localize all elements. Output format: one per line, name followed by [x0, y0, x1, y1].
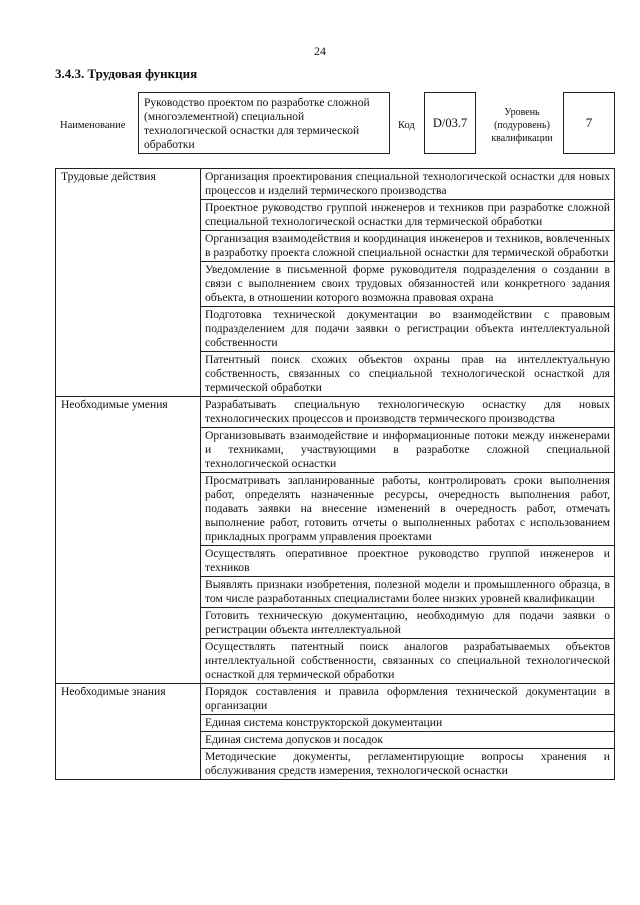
item-cell: Порядок составления и правила оформления технической документации в организации — [201, 684, 615, 715]
qualification-level-box: 7 — [563, 92, 615, 154]
page-bottom-edge — [0, 900, 640, 905]
item-cell: Просматривать запланированные работы, контролировать сроки выполнения работ, определять назначенные ресурсы, очередность выполнения работ, подавать заявки на внесение изменений в очередность работ, отмечать выполнение работ, готовить отчеты о выполненных работах с использованием прикладных программ управления проектами — [201, 473, 615, 546]
item-cell: Организация взаимодействия и координация инженеров и техников, вовлеченных в разработку проекта сложной специальной оснастки для термической обработки — [201, 231, 615, 262]
code-label: Код — [398, 120, 415, 131]
item-cell: Подготовка технической документации во взаимодействии с правовым подразделением для подачи заявки о регистрации объекта интеллектуальной собственности — [201, 307, 615, 352]
item-cell: Патентный поиск схожих объектов охраны прав на интеллектуальную собственность, связанных со специальной технологической оснасткой для термической обработки — [201, 352, 615, 397]
function-table — [55, 168, 615, 780]
item-cell: Проектное руководство группой инженеров и техников при разработке сложной специальной технологической оснастки для термической обработки — [201, 200, 615, 231]
item-cell: Разрабатывать специальную технологическую оснастку для новых технологических процессов и производств термического производства — [201, 397, 615, 428]
table-row — [56, 397, 615, 428]
item-cell: Выявлять признаки изобретения, полезной модели и промышленного образца, в том числе разработанных специалистами более низких уровней квалификации — [201, 577, 615, 608]
category-cell: Трудовые действия — [56, 169, 201, 397]
name-label: Наименование — [60, 120, 126, 131]
category-cell: Необходимые умения — [56, 397, 201, 684]
table-row — [56, 169, 615, 200]
table-row — [56, 684, 615, 715]
section-title: 3.4.3. Трудовая функция — [55, 66, 198, 81]
item-cell: Организация проектирования специальной технологической оснастки для новых процессов и изделий термического производства — [201, 169, 615, 200]
item-cell: Единая система конструкторской документации — [201, 715, 615, 732]
item-cell: Готовить техническую документацию, необходимую для подачи заявки о регистрации объекта интеллектуальной — [201, 608, 615, 639]
item-cell: Осуществлять патентный поиск аналогов разрабатываемых объектов интеллектуальной собственности, связанных со специальной технологической оснасткой для термической обработки — [201, 639, 615, 684]
function-name-box: Руководство проектом по разработке сложной (многоэлементной) специальной технологической оснастки для термической обработки — [138, 92, 390, 154]
category-cell: Необходимые знания — [56, 684, 201, 780]
item-cell: Единая система допусков и посадок — [201, 732, 615, 749]
qualification-level-label: Уровень (подуровень) квалификации — [491, 107, 553, 144]
item-cell: Уведомление в письменной форме руководителя подразделения о создании в связи с выполнением своих трудовых обязанностей или конкретного задания объекта, в отношении которого возможна правовая охрана — [201, 262, 615, 307]
item-cell: Методические документы, регламентирующие вопросы хранения и обслуживания средств измерения, технологической оснастки — [201, 749, 615, 780]
page-number: 24 — [314, 44, 326, 58]
item-cell: Организовывать взаимодействие и информационные потоки между инженерами и техниками, участвующими в разработке сложной специальной технологической оснастки — [201, 428, 615, 473]
code-box: D/03.7 — [424, 92, 476, 154]
item-cell: Осуществлять оперативное проектное руководство группой инженеров и техников — [201, 546, 615, 577]
